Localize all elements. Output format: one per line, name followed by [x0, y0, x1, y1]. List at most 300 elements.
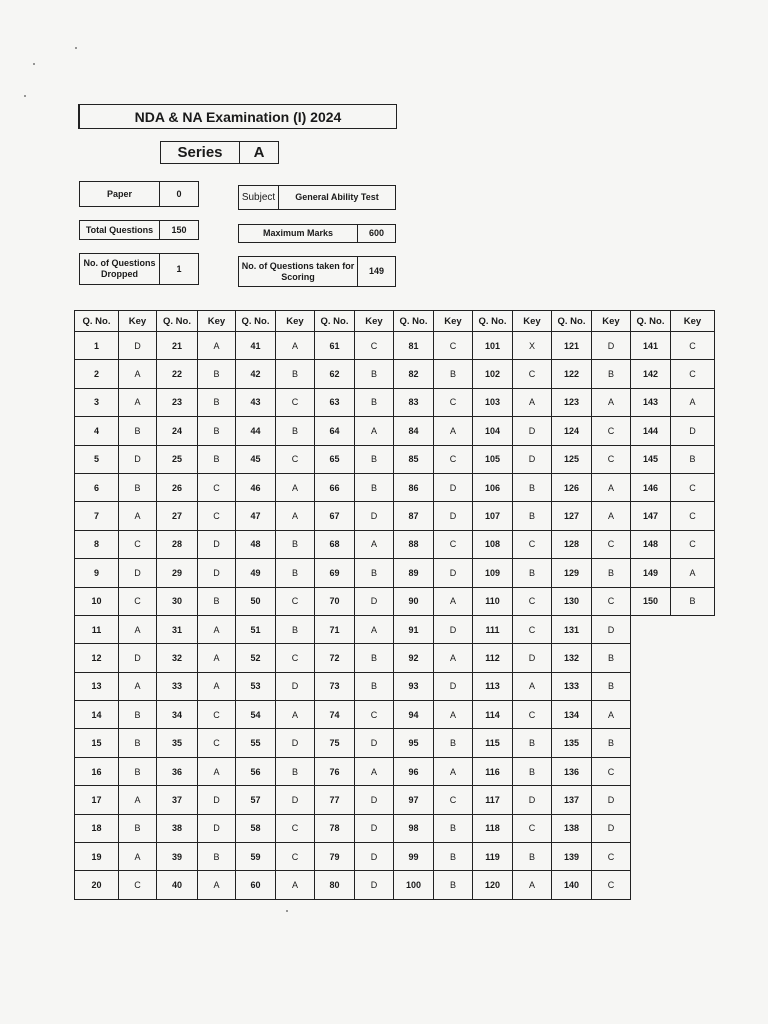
answer-key: C: [198, 502, 236, 530]
question-number: 127: [552, 502, 592, 530]
table-row: [75, 644, 715, 672]
answer-key: B: [119, 814, 157, 842]
answer-key: B: [434, 871, 473, 899]
answer-key: D: [592, 615, 631, 643]
question-number: 48: [236, 530, 276, 558]
answer-key: C: [592, 417, 631, 445]
empty-cell: [671, 615, 715, 643]
empty-cell: [631, 672, 671, 700]
question-number: 49: [236, 559, 276, 587]
answer-key: C: [119, 587, 157, 615]
question-number: 20: [75, 871, 119, 899]
qno-header: Q. No.: [315, 311, 355, 332]
question-number: 64: [315, 417, 355, 445]
key-header: Key: [671, 311, 715, 332]
answer-key: A: [198, 644, 236, 672]
answer-key: A: [276, 332, 315, 360]
answer-key: C: [434, 786, 473, 814]
question-number: 4: [75, 417, 119, 445]
question-number: 136: [552, 757, 592, 785]
question-number: 144: [631, 417, 671, 445]
question-number: 25: [157, 445, 198, 473]
answer-key: A: [119, 843, 157, 871]
maximum-marks-label: Maximum Marks: [238, 224, 358, 243]
empty-cell: [671, 814, 715, 842]
answer-key: D: [355, 871, 394, 899]
question-number: 30: [157, 587, 198, 615]
answer-key: D: [355, 786, 394, 814]
question-number: 103: [473, 388, 513, 416]
answer-key: B: [513, 559, 552, 587]
answer-key: C: [671, 332, 715, 360]
question-number: 31: [157, 615, 198, 643]
answer-key: C: [592, 757, 631, 785]
answer-key: D: [434, 502, 473, 530]
question-number: 29: [157, 559, 198, 587]
key-header: Key: [198, 311, 236, 332]
table-row: [75, 445, 715, 473]
answer-key: B: [276, 559, 315, 587]
answer-key: C: [592, 843, 631, 871]
answer-key: A: [592, 502, 631, 530]
answer-key: A: [671, 559, 715, 587]
answer-key: B: [355, 672, 394, 700]
question-number: 130: [552, 587, 592, 615]
answer-key: B: [355, 445, 394, 473]
question-number: 10: [75, 587, 119, 615]
answer-key: B: [355, 388, 394, 416]
answer-key: C: [671, 502, 715, 530]
question-number: 61: [315, 332, 355, 360]
question-number: 96: [394, 757, 434, 785]
question-number: 45: [236, 445, 276, 473]
answer-key: D: [198, 786, 236, 814]
answer-key: D: [198, 530, 236, 558]
question-number: 115: [473, 729, 513, 757]
question-number: 100: [394, 871, 434, 899]
question-number: 70: [315, 587, 355, 615]
answer-key: D: [276, 672, 315, 700]
question-number: 141: [631, 332, 671, 360]
empty-cell: [631, 814, 671, 842]
table-row: [75, 360, 715, 388]
key-header: Key: [276, 311, 315, 332]
question-number: 113: [473, 672, 513, 700]
answer-key: C: [671, 530, 715, 558]
question-number: 35: [157, 729, 198, 757]
question-number: 75: [315, 729, 355, 757]
question-number: 36: [157, 757, 198, 785]
question-number: 116: [473, 757, 513, 785]
question-number: 67: [315, 502, 355, 530]
question-number: 46: [236, 473, 276, 501]
question-number: 58: [236, 814, 276, 842]
question-number: 40: [157, 871, 198, 899]
question-number: 137: [552, 786, 592, 814]
question-number: 119: [473, 843, 513, 871]
answer-key: B: [592, 644, 631, 672]
answer-key: A: [119, 388, 157, 416]
series-value: A: [239, 141, 279, 164]
empty-cell: [631, 615, 671, 643]
answer-key: B: [671, 587, 715, 615]
question-number: 12: [75, 644, 119, 672]
empty-cell: [671, 672, 715, 700]
qno-header: Q. No.: [552, 311, 592, 332]
answer-key: A: [434, 417, 473, 445]
question-number: 34: [157, 701, 198, 729]
scoring-label: No. of Questions taken for Scoring: [238, 256, 358, 287]
answer-key: D: [513, 445, 552, 473]
question-number: 71: [315, 615, 355, 643]
answer-key: B: [119, 701, 157, 729]
question-number: 88: [394, 530, 434, 558]
answer-key: A: [355, 417, 394, 445]
answer-key: C: [276, 843, 315, 871]
question-number: 108: [473, 530, 513, 558]
exam-title: NDA & NA Examination (I) 2024: [78, 104, 397, 129]
answer-key: B: [355, 473, 394, 501]
scan-speck: [24, 95, 26, 97]
question-number: 21: [157, 332, 198, 360]
answer-key: A: [276, 701, 315, 729]
question-number: 126: [552, 473, 592, 501]
question-number: 132: [552, 644, 592, 672]
table-row: [75, 388, 715, 416]
question-number: 39: [157, 843, 198, 871]
question-number: 16: [75, 757, 119, 785]
question-number: 37: [157, 786, 198, 814]
question-number: 79: [315, 843, 355, 871]
key-header: Key: [355, 311, 394, 332]
question-number: 73: [315, 672, 355, 700]
answer-key: B: [513, 843, 552, 871]
answer-key: C: [276, 644, 315, 672]
answer-key: D: [355, 587, 394, 615]
table-row: [75, 757, 715, 785]
question-number: 47: [236, 502, 276, 530]
question-number: 55: [236, 729, 276, 757]
subject-value: General Ability Test: [278, 185, 396, 210]
answer-key: B: [198, 843, 236, 871]
question-number: 148: [631, 530, 671, 558]
question-number: 93: [394, 672, 434, 700]
answer-key: B: [434, 360, 473, 388]
answer-key: D: [434, 473, 473, 501]
answer-key: B: [119, 473, 157, 501]
question-number: 18: [75, 814, 119, 842]
answer-key: D: [434, 559, 473, 587]
empty-cell: [671, 644, 715, 672]
question-number: 53: [236, 672, 276, 700]
question-number: 26: [157, 473, 198, 501]
question-number: 139: [552, 843, 592, 871]
empty-cell: [631, 757, 671, 785]
answer-key: C: [592, 587, 631, 615]
answer-key: D: [592, 332, 631, 360]
total-questions-label: Total Questions: [79, 220, 160, 240]
question-number: 110: [473, 587, 513, 615]
question-number: 121: [552, 332, 592, 360]
question-number: 62: [315, 360, 355, 388]
qno-header: Q. No.: [157, 311, 198, 332]
table-row: [75, 332, 715, 360]
answer-key: C: [671, 473, 715, 501]
question-number: 94: [394, 701, 434, 729]
question-number: 111: [473, 615, 513, 643]
question-number: 114: [473, 701, 513, 729]
question-number: 32: [157, 644, 198, 672]
question-number: 7: [75, 502, 119, 530]
question-number: 80: [315, 871, 355, 899]
answer-key: B: [513, 729, 552, 757]
answer-key: B: [198, 417, 236, 445]
empty-cell: [671, 701, 715, 729]
answer-key: B: [276, 530, 315, 558]
table-row: [75, 871, 715, 899]
answer-key: D: [119, 644, 157, 672]
question-number: 92: [394, 644, 434, 672]
table-row: [75, 559, 715, 587]
answer-key: D: [434, 615, 473, 643]
answer-key: B: [119, 729, 157, 757]
question-number: 68: [315, 530, 355, 558]
question-number: 83: [394, 388, 434, 416]
answer-key: C: [355, 701, 394, 729]
question-number: 129: [552, 559, 592, 587]
paper-value: 0: [159, 181, 199, 207]
question-number: 134: [552, 701, 592, 729]
answer-key-table: [74, 310, 715, 900]
answer-key: C: [198, 729, 236, 757]
table-row: [75, 502, 715, 530]
answer-key: C: [592, 871, 631, 899]
question-number: 146: [631, 473, 671, 501]
answer-key: A: [355, 757, 394, 785]
empty-cell: [671, 757, 715, 785]
scan-speck: [75, 47, 77, 49]
empty-cell: [631, 644, 671, 672]
paper-label: Paper: [79, 181, 160, 207]
answer-key: A: [434, 757, 473, 785]
answer-key: A: [198, 871, 236, 899]
answer-key: A: [434, 587, 473, 615]
answer-key: C: [513, 701, 552, 729]
answer-key: C: [513, 615, 552, 643]
key-header: Key: [434, 311, 473, 332]
answer-key: C: [355, 332, 394, 360]
table-row: [75, 587, 715, 615]
question-number: 3: [75, 388, 119, 416]
answer-key: B: [198, 360, 236, 388]
table-row: [75, 843, 715, 871]
question-number: 9: [75, 559, 119, 587]
answer-key: C: [592, 530, 631, 558]
table-row: [75, 701, 715, 729]
answer-key: C: [513, 360, 552, 388]
answer-key: B: [276, 417, 315, 445]
answer-key: B: [671, 445, 715, 473]
question-number: 28: [157, 530, 198, 558]
question-number: 14: [75, 701, 119, 729]
question-number: 128: [552, 530, 592, 558]
answer-key: A: [355, 530, 394, 558]
table-row: [75, 729, 715, 757]
question-number: 87: [394, 502, 434, 530]
question-number: 122: [552, 360, 592, 388]
empty-cell: [671, 786, 715, 814]
scoring-value: 149: [357, 256, 396, 287]
answer-key: B: [592, 360, 631, 388]
question-number: 120: [473, 871, 513, 899]
question-number: 142: [631, 360, 671, 388]
answer-key: B: [513, 473, 552, 501]
answer-key: B: [276, 615, 315, 643]
total-questions-value: 150: [159, 220, 199, 240]
answer-key: C: [513, 587, 552, 615]
answer-key: A: [119, 502, 157, 530]
answer-key: D: [434, 672, 473, 700]
answer-key: A: [198, 672, 236, 700]
answer-key: B: [434, 814, 473, 842]
answer-key: B: [355, 644, 394, 672]
answer-key: C: [119, 530, 157, 558]
question-number: 86: [394, 473, 434, 501]
answer-key: A: [198, 332, 236, 360]
answer-key: B: [592, 729, 631, 757]
question-number: 101: [473, 332, 513, 360]
answer-key: B: [119, 757, 157, 785]
answer-key: B: [198, 388, 236, 416]
question-number: 97: [394, 786, 434, 814]
answer-key: C: [276, 388, 315, 416]
question-number: 106: [473, 473, 513, 501]
question-number: 143: [631, 388, 671, 416]
question-number: 6: [75, 473, 119, 501]
qno-header: Q. No.: [394, 311, 434, 332]
answer-key: C: [119, 871, 157, 899]
answer-key: A: [513, 672, 552, 700]
answer-key: A: [355, 615, 394, 643]
answer-key: B: [513, 757, 552, 785]
table-row: [75, 417, 715, 445]
answer-key: A: [434, 701, 473, 729]
table-row: [75, 615, 715, 643]
answer-key: C: [434, 332, 473, 360]
answer-key: D: [592, 814, 631, 842]
empty-cell: [631, 786, 671, 814]
dropped-label: No. of Questions Dropped: [79, 253, 160, 285]
question-number: 91: [394, 615, 434, 643]
question-number: 89: [394, 559, 434, 587]
question-number: 131: [552, 615, 592, 643]
answer-key: B: [592, 559, 631, 587]
question-number: 107: [473, 502, 513, 530]
answer-key: D: [355, 814, 394, 842]
answer-key: C: [592, 445, 631, 473]
answer-key: D: [119, 332, 157, 360]
answer-key: A: [592, 701, 631, 729]
question-number: 66: [315, 473, 355, 501]
answer-key: B: [434, 729, 473, 757]
question-number: 27: [157, 502, 198, 530]
question-number: 112: [473, 644, 513, 672]
answer-key: B: [198, 587, 236, 615]
empty-cell: [631, 701, 671, 729]
question-number: 33: [157, 672, 198, 700]
question-number: 60: [236, 871, 276, 899]
answer-key: C: [198, 701, 236, 729]
question-number: 99: [394, 843, 434, 871]
scan-speck: [286, 910, 288, 912]
question-number: 140: [552, 871, 592, 899]
question-number: 135: [552, 729, 592, 757]
question-number: 13: [75, 672, 119, 700]
question-number: 11: [75, 615, 119, 643]
question-number: 63: [315, 388, 355, 416]
answer-key: D: [119, 559, 157, 587]
question-number: 117: [473, 786, 513, 814]
answer-key: B: [198, 445, 236, 473]
answer-key: C: [513, 530, 552, 558]
question-number: 54: [236, 701, 276, 729]
answer-key: C: [434, 388, 473, 416]
empty-cell: [631, 729, 671, 757]
table-row: [75, 814, 715, 842]
question-number: 42: [236, 360, 276, 388]
answer-key: D: [513, 417, 552, 445]
question-number: 90: [394, 587, 434, 615]
answer-key: B: [119, 417, 157, 445]
question-number: 72: [315, 644, 355, 672]
question-number: 15: [75, 729, 119, 757]
answer-key: A: [198, 757, 236, 785]
series-label: Series: [160, 141, 240, 164]
question-number: 147: [631, 502, 671, 530]
question-number: 57: [236, 786, 276, 814]
question-number: 43: [236, 388, 276, 416]
answer-key: A: [119, 786, 157, 814]
answer-key: B: [434, 843, 473, 871]
question-number: 50: [236, 587, 276, 615]
key-header: Key: [592, 311, 631, 332]
answer-key: D: [671, 417, 715, 445]
question-number: 150: [631, 587, 671, 615]
answer-key-header-row: [75, 311, 715, 332]
question-number: 104: [473, 417, 513, 445]
table-row: [75, 786, 715, 814]
table-row: [75, 672, 715, 700]
table-row: [75, 473, 715, 501]
answer-key: B: [355, 360, 394, 388]
answer-key: C: [198, 473, 236, 501]
answer-key: C: [276, 445, 315, 473]
question-number: 17: [75, 786, 119, 814]
answer-key: B: [592, 672, 631, 700]
answer-key: A: [434, 644, 473, 672]
answer-key: D: [513, 644, 552, 672]
answer-key: A: [276, 871, 315, 899]
question-number: 5: [75, 445, 119, 473]
question-number: 95: [394, 729, 434, 757]
answer-key: A: [198, 615, 236, 643]
answer-key: A: [276, 473, 315, 501]
answer-key: A: [119, 360, 157, 388]
question-number: 77: [315, 786, 355, 814]
question-number: 19: [75, 843, 119, 871]
question-number: 44: [236, 417, 276, 445]
question-number: 2: [75, 360, 119, 388]
